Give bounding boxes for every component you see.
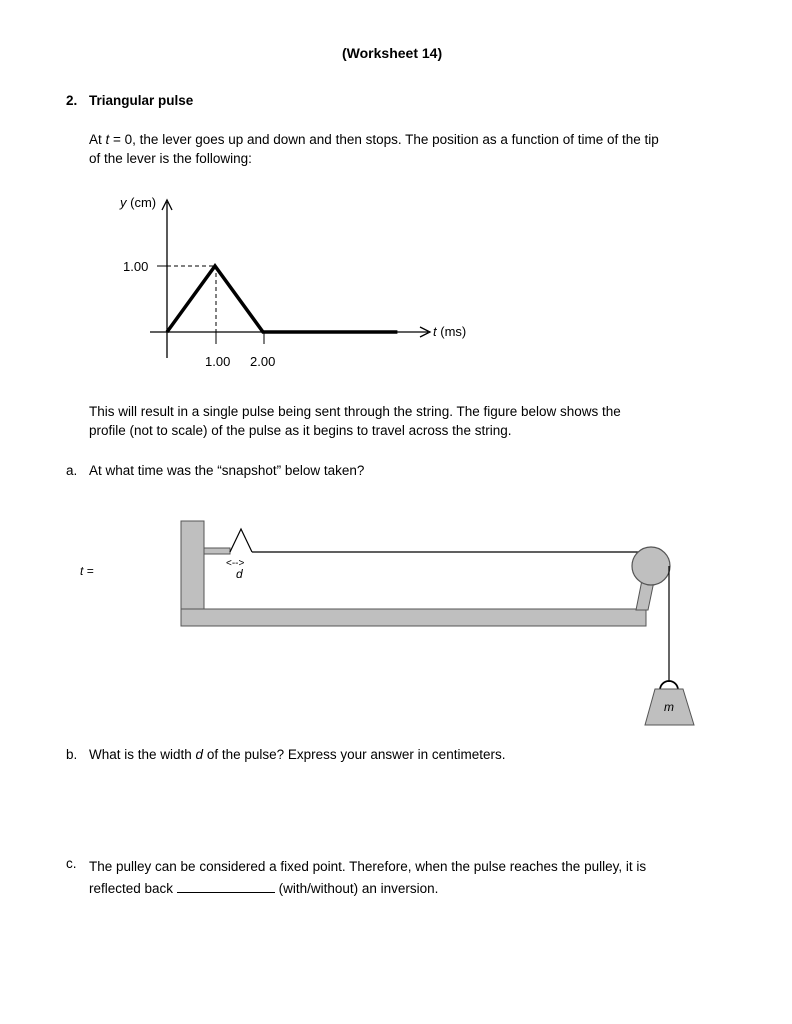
y-axis-label: y (cm) [120,195,157,210]
part-a-answer-label: t = [80,564,94,578]
part-c-letter: c. [66,856,77,871]
position-time-graph [0,0,792,400]
part-a-letter: a. [66,463,78,478]
worksheet-title: (Worksheet 14) [342,45,443,61]
base-board [181,609,646,626]
width-arrow: <--> [226,558,245,569]
part-c-line-1: The pulley can be considered a fixed point. Therefore, when the pulse reaches the pulley, it is [89,859,647,874]
intro-line-2: of the lever is the following: [89,151,252,166]
pulley-wheel [632,547,670,585]
middle-line-2: profile (not to scale) of the pulse as it begins to travel across the string. [89,423,512,438]
pulse-shape [230,529,252,552]
part-b-question: What is the width d of the pulse? Express your answer in centimeters. [89,747,506,762]
intro-line-1: At t = 0, the lever goes up and down and then stops. The position as a function of time of the tip [89,132,659,147]
lever [204,548,230,554]
part-c-question [89,856,729,900]
middle-paragraph [89,402,729,440]
middle-line-1: This will result in a single pulse being sent through the string. The figure below shows the [89,404,621,419]
problem-number: 2. [66,93,78,108]
part-b-letter: b. [66,747,78,762]
x-tick-label-1: 1.00 [205,354,231,369]
width-label: d [236,567,243,581]
part-a-question: At what time was the “snapshot” below taken? [89,463,365,478]
answer-blank[interactable] [177,879,275,893]
x-axis-label: t (ms) [433,324,467,339]
y-tick-label: 1.00 [123,259,149,274]
part-c-line-2: reflected back (with/without) an inversion. [89,881,439,896]
x-tick-label-2: 2.00 [250,354,276,369]
vertical-post [181,521,204,609]
problem-title: Triangular pulse [89,93,194,108]
data-series-line [167,266,397,332]
mass-label: m [664,700,674,714]
